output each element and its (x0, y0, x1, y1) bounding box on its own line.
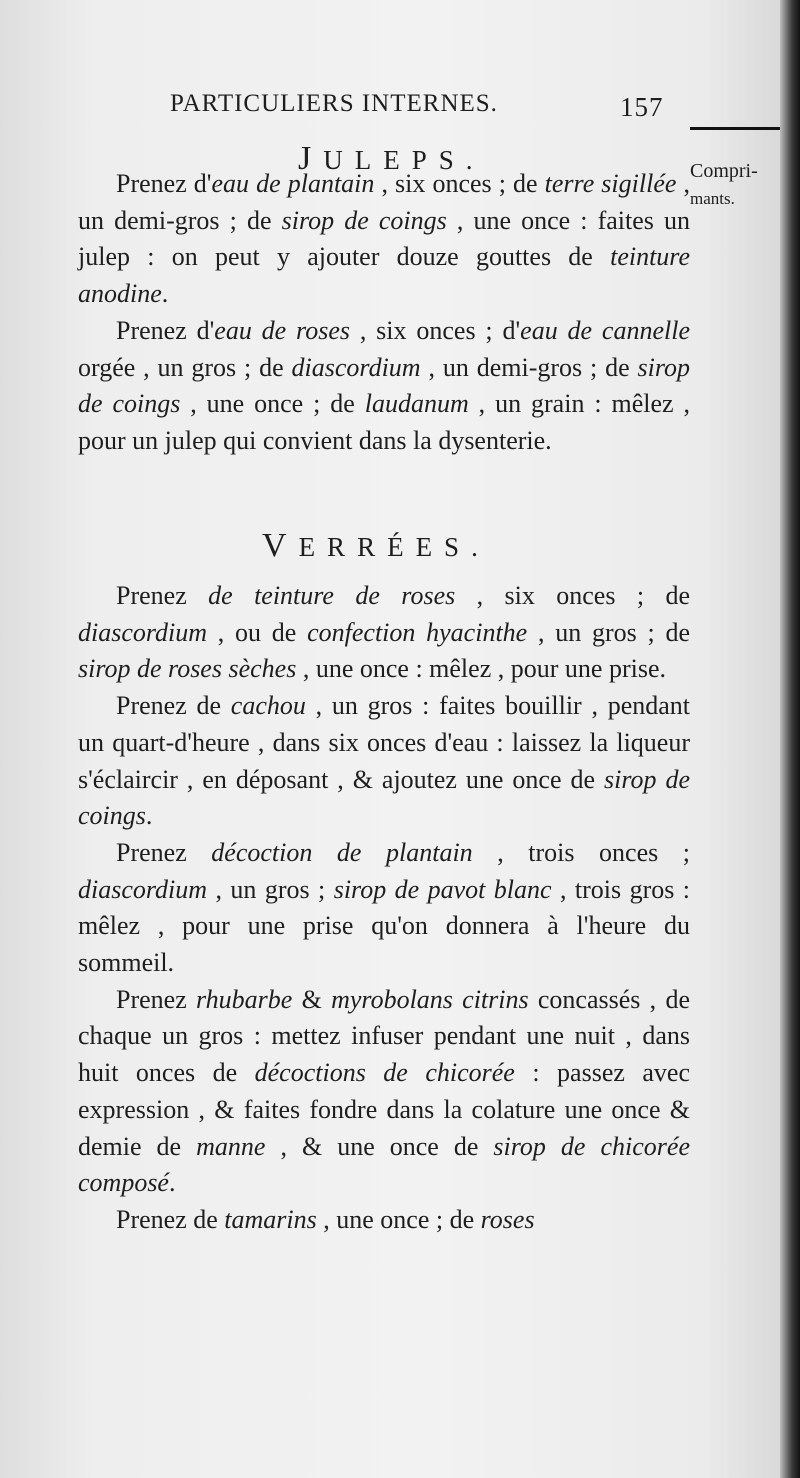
page-header (170, 90, 770, 130)
text-run: Prenez (116, 581, 209, 610)
text-run: , une once ; de (316, 1204, 481, 1234)
italic-term: diascordium (78, 874, 208, 904)
italic-term: laudanum (364, 389, 469, 419)
italic-term: manne (196, 1131, 266, 1161)
italic-term: de teinture de roses (208, 581, 456, 610)
paragraph (78, 835, 690, 982)
margin-note-line-1: Compri- (690, 160, 758, 182)
text-run: Prenez d' (116, 315, 215, 345)
italic-term: sirop de coings (78, 764, 690, 831)
text-run: , un gros : faites bouillir , pendant un quart-d'heure , dans six onces d'eau : laissez la liqueur s'éclaircir , en déposant , & ajoutez une once de (78, 691, 690, 794)
section-body-verrees (78, 578, 690, 1239)
text-run: , six onces ; de (455, 581, 690, 610)
page-edge-shadow (780, 0, 800, 1478)
paragraph (78, 688, 690, 835)
text-run: , six onces ; d' (349, 315, 521, 345)
italic-term: sirop de chicorée composé (78, 1131, 690, 1198)
text-run: , un demi-gros ; de (78, 169, 690, 235)
italic-term: terre sigillée (544, 169, 677, 198)
italic-term: rhubarbe (196, 984, 293, 1014)
text-run: , trois gros : mêlez , pour une prise qu'on donnera à l'heure du sommeil. (78, 874, 691, 978)
italic-term: eau de cannelle (520, 315, 690, 345)
section-title-cap: J (298, 140, 324, 177)
margin-note-line-2: mants. (690, 189, 735, 208)
italic-term: sirop de coings (78, 352, 691, 419)
italic-term: confection hyacinthe (307, 617, 528, 647)
text-run: , ou de (207, 617, 308, 647)
italic-term: décoctions de chicorée (254, 1058, 515, 1088)
page-number: 157 (620, 92, 664, 122)
paragraph (78, 166, 690, 313)
text-run: , un gros ; (207, 874, 334, 904)
text-run: , une once : mêlez , pour une prise. (296, 654, 666, 684)
paragraph (78, 1202, 690, 1239)
text-run: & (292, 984, 332, 1014)
italic-term: décoction de plantain (211, 837, 473, 867)
italic-term: myrobolans citrins (331, 984, 529, 1014)
text-run: Prenez de (116, 1204, 225, 1234)
section-title-rest: ULEPS. (323, 145, 485, 175)
margin-rule (690, 127, 780, 130)
italic-term: roses (480, 1204, 535, 1234)
text-run: . (161, 279, 169, 309)
italic-term: sirop de coings (281, 205, 447, 235)
section-title-rest: ERRÉES. (298, 532, 490, 562)
section-body-juleps (78, 166, 690, 460)
paragraph (78, 982, 690, 1202)
text-run: concassés , de chaque un gros : mettez infuser pendant une nuit , dans huit onces de (78, 984, 690, 1088)
text-run: orgée , un gros ; de (78, 352, 292, 382)
text-run: Prenez (116, 984, 197, 1014)
italic-term: eau de plantain (211, 169, 375, 198)
text-run: , une once ; de (180, 389, 365, 419)
text-run: , un demi-gros ; de (420, 352, 638, 382)
italic-term: sirop de pavot blanc (333, 874, 552, 904)
italic-term: tamarins (224, 1204, 317, 1234)
italic-term: sirop de roses sèches (78, 654, 297, 684)
italic-term: teinture anodine (78, 242, 690, 309)
text-run: Prenez d' (116, 169, 212, 198)
running-head: PARTICULIERS INTERNES. (170, 90, 498, 117)
italic-term: cachou (230, 691, 306, 721)
text-run: , & une once de (265, 1131, 494, 1161)
italic-term: diascordium (291, 352, 421, 382)
italic-term: diascordium (78, 617, 208, 647)
paragraph (78, 313, 690, 460)
section-title-verrees (262, 527, 490, 565)
text-run: : passez avec expression , & faites fondre dans la colature une once & demie de (78, 1058, 690, 1161)
margin-note (690, 157, 780, 213)
text-run: . (168, 1168, 176, 1198)
text-run: , un grain : mêlez , pour un julep qui convient dans la dysenterie. (78, 389, 691, 455)
italic-term: eau de roses (214, 315, 350, 345)
text-run: . (145, 801, 153, 831)
text-run: Prenez (116, 837, 212, 867)
paragraph (78, 578, 690, 688)
text-run: , un gros ; de (527, 617, 690, 647)
text-run: Prenez de (116, 691, 231, 721)
text-run: , six onces ; de (374, 169, 545, 198)
text-run: , une once : faites un julep : on peut y ajouter douze gouttes de (78, 205, 690, 272)
section-title-cap: V (262, 527, 299, 564)
text-run: , trois onces ; (472, 837, 690, 867)
